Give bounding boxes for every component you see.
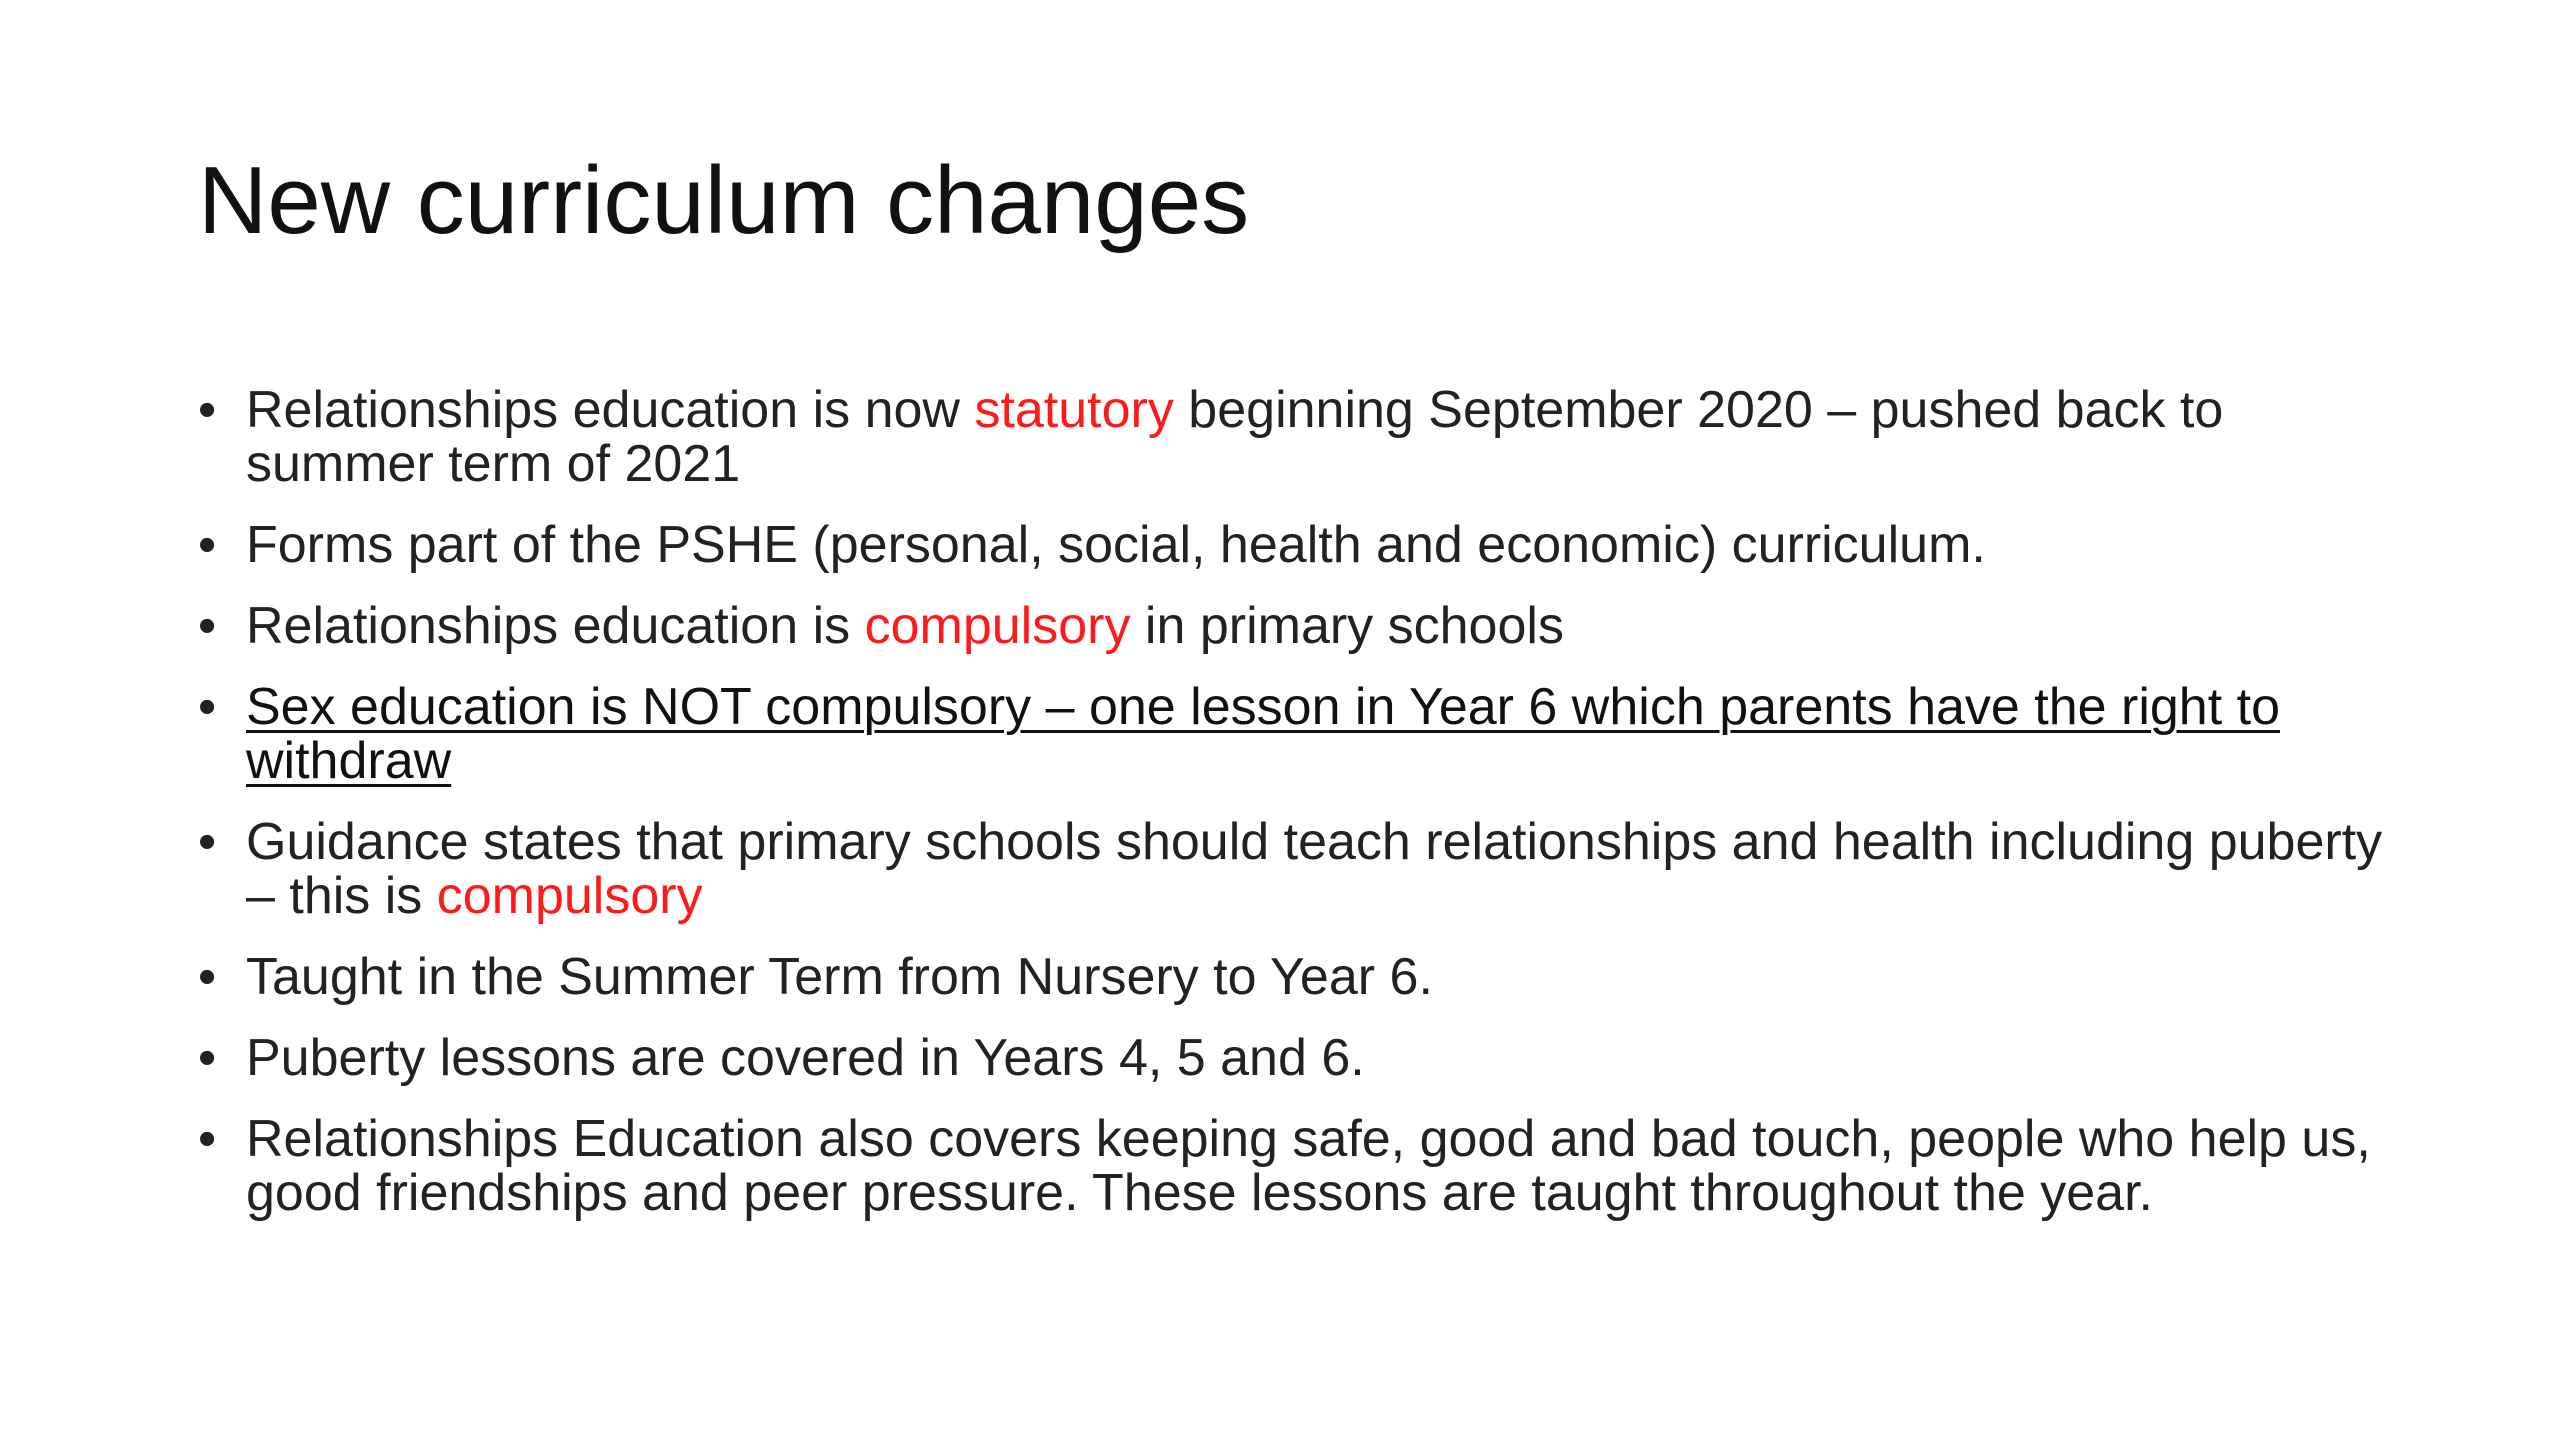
slide-title: New curriculum changes: [198, 147, 1250, 254]
bullet-icon: •: [198, 597, 217, 655]
bullet-icon: •: [198, 678, 217, 736]
bullet-text: Relationships education is: [246, 597, 865, 655]
bullet-text: Taught in the Summer Term from Nursery to Year 6.: [246, 948, 1433, 1006]
bullet-icon: •: [198, 516, 217, 574]
bullet-list: [198, 383, 2398, 1247]
bullet-text: Guidance states that primary schools should teach relationships and health including puberty – this is: [246, 813, 2383, 925]
bullet-icon: •: [198, 1110, 217, 1168]
bullet-text: in primary schools: [1130, 597, 1564, 655]
bullet-item-sex-education: [198, 680, 2398, 788]
bullet-item-statutory: [198, 383, 2398, 491]
bullet-item-puberty-years: [198, 1031, 2398, 1085]
bullet-text: Puberty lessons are covered in Years 4, 5 and 6.: [246, 1029, 1365, 1087]
bullet-text: Forms part of the PSHE (personal, social, health and economic) curriculum.: [246, 516, 1986, 574]
bullet-text-underlined: Sex education is NOT compulsory – one lesson in Year 6 which parents have the right to withdraw: [246, 678, 2280, 790]
bullet-icon: •: [198, 948, 217, 1006]
highlight-text: compulsory: [436, 867, 703, 925]
highlight-text: statutory: [974, 381, 1174, 439]
bullet-item-pshe: [198, 518, 2398, 572]
bullet-text: Relationships Education also covers keeping safe, good and bad touch, people who help us, good friendships and peer pressure. These lessons are taught throughout the year.: [246, 1110, 2371, 1222]
bullet-item-relationships-coverage: [198, 1112, 2398, 1220]
bullet-item-guidance: [198, 815, 2398, 923]
bullet-icon: •: [198, 813, 217, 871]
bullet-icon: •: [198, 1029, 217, 1087]
bullet-text: Relationships education is now: [246, 381, 975, 439]
bullet-text: beginning September 2020 – pushed back to summer term of 2021: [246, 381, 2224, 493]
bullet-item-summer-term: [198, 950, 2398, 1004]
bullet-item-compulsory-primary: [198, 599, 2398, 653]
highlight-text: compulsory: [864, 597, 1131, 655]
bullet-icon: •: [198, 381, 217, 439]
